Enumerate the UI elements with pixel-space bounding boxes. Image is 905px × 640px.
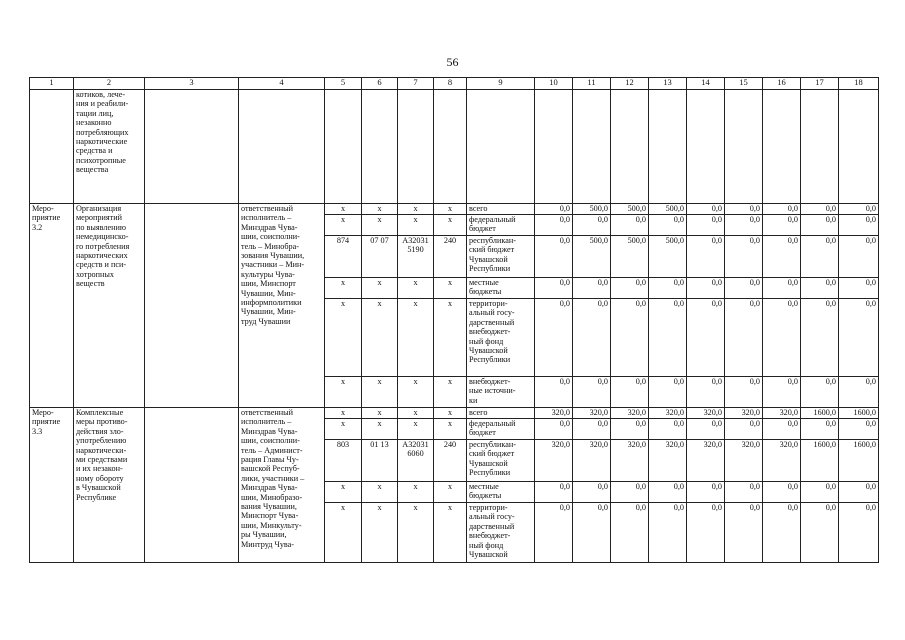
amount-value: 0,0 bbox=[535, 236, 573, 278]
funding-source: территори- альный госу- дарственный внебюджет- ный фонд Чувашской Республики bbox=[467, 299, 535, 377]
column-number: 15 bbox=[725, 78, 763, 90]
amount-value: 500,0 bbox=[573, 236, 611, 278]
column-number-row bbox=[30, 78, 879, 90]
amount-value: 0,0 bbox=[801, 503, 839, 563]
empty-cell bbox=[434, 90, 467, 204]
continued-title: котиков, лече- ния и реабили- тации лиц, незаконно потребляющих наркотические средства и психотропные вещества bbox=[74, 90, 145, 204]
amount-value: 500,0 bbox=[573, 204, 611, 215]
amount-value: 0,0 bbox=[839, 299, 879, 377]
code-type: х bbox=[434, 419, 467, 440]
code-section: х bbox=[362, 204, 398, 215]
code-target: х bbox=[398, 503, 434, 563]
amount-value: 0,0 bbox=[687, 215, 725, 236]
amount-value: 500,0 bbox=[649, 204, 687, 215]
code-target: х bbox=[398, 278, 434, 299]
code-section: х bbox=[362, 408, 398, 419]
amount-value: 0,0 bbox=[839, 236, 879, 278]
code-grbs: х bbox=[325, 299, 362, 377]
amount-value: 0,0 bbox=[725, 482, 763, 503]
code-section: х bbox=[362, 215, 398, 236]
amount-value: 320,0 bbox=[649, 440, 687, 482]
column-number: 14 bbox=[687, 78, 725, 90]
column-number: 6 bbox=[362, 78, 398, 90]
amount-value: 0,0 bbox=[535, 503, 573, 563]
amount-value: 1600,0 bbox=[839, 408, 879, 419]
empty-cell bbox=[535, 90, 573, 204]
amount-value: 0,0 bbox=[801, 236, 839, 278]
column-number: 5 bbox=[325, 78, 362, 90]
amount-value: 0,0 bbox=[611, 503, 649, 563]
column-number: 10 bbox=[535, 78, 573, 90]
empty-cell bbox=[325, 90, 362, 204]
funding-source: внебюджет- ные источни- ки bbox=[467, 377, 535, 408]
code-grbs: 803 bbox=[325, 440, 362, 482]
code-target: х bbox=[398, 299, 434, 377]
code-section: х bbox=[362, 299, 398, 377]
amount-value: 320,0 bbox=[535, 440, 573, 482]
amount-value: 0,0 bbox=[839, 377, 879, 408]
amount-value: 0,0 bbox=[839, 278, 879, 299]
code-section: 01 13 bbox=[362, 440, 398, 482]
amount-value: 0,0 bbox=[611, 299, 649, 377]
column-number: 1 bbox=[30, 78, 74, 90]
code-section: х bbox=[362, 278, 398, 299]
amount-value: 0,0 bbox=[573, 299, 611, 377]
amount-value: 0,0 bbox=[763, 236, 801, 278]
empty-cell bbox=[649, 90, 687, 204]
amount-value: 0,0 bbox=[725, 377, 763, 408]
code-section: 07 07 bbox=[362, 236, 398, 278]
amount-value: 0,0 bbox=[649, 419, 687, 440]
amount-value: 0,0 bbox=[839, 204, 879, 215]
amount-value: 320,0 bbox=[649, 408, 687, 419]
amount-value: 0,0 bbox=[763, 215, 801, 236]
column-number: 16 bbox=[763, 78, 801, 90]
funding-source: федеральный бюджет bbox=[467, 419, 535, 440]
amount-value: 320,0 bbox=[687, 440, 725, 482]
amount-value: 0,0 bbox=[611, 419, 649, 440]
empty-cell bbox=[398, 90, 434, 204]
amount-value: 0,0 bbox=[687, 236, 725, 278]
code-target: А32031 6060 bbox=[398, 440, 434, 482]
code-grbs: х bbox=[325, 204, 362, 215]
measure-executors: ответственный исполнитель – Минздрав Чува- шии, соисполни- тель – Админист- рация Главы Чу- вашской Респуб- лики, участники – Минздрав Чува- шии, Минобразо- вания Чувашии, Минспорт Чува- шии, Минкульту- ры Чувашии, Минтруд Чува- bbox=[239, 408, 325, 563]
code-grbs: х bbox=[325, 278, 362, 299]
amount-value: 0,0 bbox=[763, 482, 801, 503]
empty-cell bbox=[763, 90, 801, 204]
amount-value: 0,0 bbox=[649, 299, 687, 377]
amount-value: 0,0 bbox=[801, 204, 839, 215]
amount-value: 0,0 bbox=[725, 503, 763, 563]
column-number: 2 bbox=[74, 78, 145, 90]
amount-value: 320,0 bbox=[611, 408, 649, 419]
empty-cell bbox=[467, 90, 535, 204]
funding-source: местные бюджеты bbox=[467, 482, 535, 503]
code-grbs: х bbox=[325, 419, 362, 440]
code-grbs: х bbox=[325, 408, 362, 419]
amount-value: 0,0 bbox=[801, 215, 839, 236]
measure-name: Меро- приятие 3.2 bbox=[30, 204, 74, 408]
amount-value: 0,0 bbox=[687, 503, 725, 563]
page-number: 56 bbox=[446, 55, 459, 69]
funding-source: республикан- ский бюджет Чувашской Республики bbox=[467, 440, 535, 482]
amount-value: 0,0 bbox=[763, 419, 801, 440]
funding-source: всего bbox=[467, 408, 535, 419]
empty-cell bbox=[839, 90, 879, 204]
measure-name: Меро- приятие 3.3 bbox=[30, 408, 74, 563]
amount-value: 0,0 bbox=[573, 215, 611, 236]
amount-value: 320,0 bbox=[611, 440, 649, 482]
code-type: х bbox=[434, 408, 467, 419]
amount-value: 0,0 bbox=[611, 215, 649, 236]
amount-value: 0,0 bbox=[573, 482, 611, 503]
amount-value: 0,0 bbox=[649, 377, 687, 408]
table-row bbox=[30, 408, 879, 419]
amount-value: 0,0 bbox=[801, 299, 839, 377]
amount-value: 0,0 bbox=[611, 278, 649, 299]
code-target: х bbox=[398, 377, 434, 408]
empty-cell bbox=[30, 90, 74, 204]
amount-value: 0,0 bbox=[687, 299, 725, 377]
code-section: х bbox=[362, 503, 398, 563]
amount-value: 320,0 bbox=[763, 408, 801, 419]
amount-value: 0,0 bbox=[801, 278, 839, 299]
amount-value: 0,0 bbox=[535, 204, 573, 215]
amount-value: 0,0 bbox=[649, 482, 687, 503]
amount-value: 0,0 bbox=[687, 278, 725, 299]
amount-value: 0,0 bbox=[611, 482, 649, 503]
empty-cell bbox=[145, 204, 239, 408]
amount-value: 0,0 bbox=[573, 419, 611, 440]
code-type: х bbox=[434, 503, 467, 563]
amount-value: 0,0 bbox=[801, 377, 839, 408]
column-number: 18 bbox=[839, 78, 879, 90]
code-type: х bbox=[434, 204, 467, 215]
amount-value: 0,0 bbox=[801, 482, 839, 503]
amount-value: 0,0 bbox=[725, 299, 763, 377]
amount-value: 0,0 bbox=[535, 482, 573, 503]
amount-value: 1600,0 bbox=[801, 440, 839, 482]
code-target: х bbox=[398, 482, 434, 503]
measure-executors: ответственный исполнитель – Минздрав Чува- шии, соисполни- тель – Минобра- зования Чувашии, участники – Мин- культуры Чува- шии, Минспорт Чувашии, Мин- информполитики Чувашии, Мин- труд Чувашии bbox=[239, 204, 325, 408]
amount-value: 500,0 bbox=[611, 236, 649, 278]
amount-value: 0,0 bbox=[725, 236, 763, 278]
funding-source: территори- альный госу- дарственный внебюджет- ный фонд Чувашской bbox=[467, 503, 535, 563]
table-row bbox=[30, 90, 879, 204]
column-number: 4 bbox=[239, 78, 325, 90]
empty-cell bbox=[801, 90, 839, 204]
amount-value: 320,0 bbox=[725, 440, 763, 482]
amount-value: 0,0 bbox=[725, 215, 763, 236]
code-type: х bbox=[434, 299, 467, 377]
amount-value: 1600,0 bbox=[801, 408, 839, 419]
empty-cell bbox=[611, 90, 649, 204]
measure-title: Комплексные меры противо- действия зло- употреблению наркотически- ми средствами и их незакон- ному обороту в Чувашской Республике bbox=[74, 408, 145, 563]
amount-value: 320,0 bbox=[573, 440, 611, 482]
table-row bbox=[30, 204, 879, 215]
column-number: 3 bbox=[145, 78, 239, 90]
amount-value: 0,0 bbox=[535, 299, 573, 377]
code-target: х bbox=[398, 215, 434, 236]
amount-value: 0,0 bbox=[535, 377, 573, 408]
amount-value: 320,0 bbox=[535, 408, 573, 419]
code-grbs: х bbox=[325, 503, 362, 563]
amount-value: 0,0 bbox=[839, 419, 879, 440]
funding-source: всего bbox=[467, 204, 535, 215]
empty-cell bbox=[145, 90, 239, 204]
amount-value: 0,0 bbox=[573, 503, 611, 563]
amount-value: 0,0 bbox=[573, 278, 611, 299]
amount-value: 0,0 bbox=[687, 377, 725, 408]
code-grbs: 874 bbox=[325, 236, 362, 278]
code-target: х bbox=[398, 204, 434, 215]
empty-cell bbox=[687, 90, 725, 204]
column-number: 7 bbox=[398, 78, 434, 90]
code-grbs: х bbox=[325, 482, 362, 503]
column-number: 8 bbox=[434, 78, 467, 90]
empty-cell bbox=[573, 90, 611, 204]
amount-value: 0,0 bbox=[725, 204, 763, 215]
funding-source: республикан- ский бюджет Чувашской Республики bbox=[467, 236, 535, 278]
empty-cell bbox=[239, 90, 325, 204]
column-number: 9 bbox=[467, 78, 535, 90]
amount-value: 0,0 bbox=[763, 278, 801, 299]
funding-source: местные бюджеты bbox=[467, 278, 535, 299]
code-type: 240 bbox=[434, 440, 467, 482]
amount-value: 0,0 bbox=[687, 204, 725, 215]
amount-value: 0,0 bbox=[535, 419, 573, 440]
code-type: 240 bbox=[434, 236, 467, 278]
amount-value: 0,0 bbox=[535, 215, 573, 236]
amount-value: 500,0 bbox=[649, 236, 687, 278]
amount-value: 0,0 bbox=[763, 204, 801, 215]
amount-value: 1600,0 bbox=[839, 440, 879, 482]
amount-value: 0,0 bbox=[649, 278, 687, 299]
amount-value: 0,0 bbox=[763, 299, 801, 377]
empty-cell bbox=[145, 408, 239, 563]
empty-cell bbox=[725, 90, 763, 204]
funding-source: федеральный бюджет bbox=[467, 215, 535, 236]
amount-value: 0,0 bbox=[725, 419, 763, 440]
amount-value: 500,0 bbox=[611, 204, 649, 215]
amount-value: 0,0 bbox=[801, 419, 839, 440]
amount-value: 0,0 bbox=[725, 278, 763, 299]
amount-value: 0,0 bbox=[763, 503, 801, 563]
code-type: х bbox=[434, 482, 467, 503]
amount-value: 0,0 bbox=[535, 278, 573, 299]
amount-value: 0,0 bbox=[611, 377, 649, 408]
amount-value: 0,0 bbox=[573, 377, 611, 408]
empty-cell bbox=[362, 90, 398, 204]
code-target: х bbox=[398, 419, 434, 440]
amount-value: 0,0 bbox=[763, 377, 801, 408]
column-number: 13 bbox=[649, 78, 687, 90]
amount-value: 0,0 bbox=[839, 503, 879, 563]
code-section: х bbox=[362, 419, 398, 440]
amount-value: 0,0 bbox=[687, 482, 725, 503]
column-number: 11 bbox=[573, 78, 611, 90]
code-section: х bbox=[362, 377, 398, 408]
amount-value: 0,0 bbox=[839, 215, 879, 236]
code-target: А32031 5190 bbox=[398, 236, 434, 278]
code-grbs: х bbox=[325, 215, 362, 236]
budget-table bbox=[29, 77, 879, 563]
code-grbs: х bbox=[325, 377, 362, 408]
code-target: х bbox=[398, 408, 434, 419]
amount-value: 320,0 bbox=[687, 408, 725, 419]
amount-value: 320,0 bbox=[725, 408, 763, 419]
code-type: х bbox=[434, 278, 467, 299]
code-section: х bbox=[362, 482, 398, 503]
amount-value: 320,0 bbox=[763, 440, 801, 482]
code-type: х bbox=[434, 377, 467, 408]
amount-value: 0,0 bbox=[649, 215, 687, 236]
column-number: 12 bbox=[611, 78, 649, 90]
measure-title: Организация мероприятий по выявлению немедицинско- го потребления наркотических средств и пси- хотропных веществ bbox=[74, 204, 145, 408]
amount-value: 0,0 bbox=[839, 482, 879, 503]
code-type: х bbox=[434, 215, 467, 236]
amount-value: 320,0 bbox=[573, 408, 611, 419]
column-number: 17 bbox=[801, 78, 839, 90]
amount-value: 0,0 bbox=[649, 503, 687, 563]
amount-value: 0,0 bbox=[687, 419, 725, 440]
